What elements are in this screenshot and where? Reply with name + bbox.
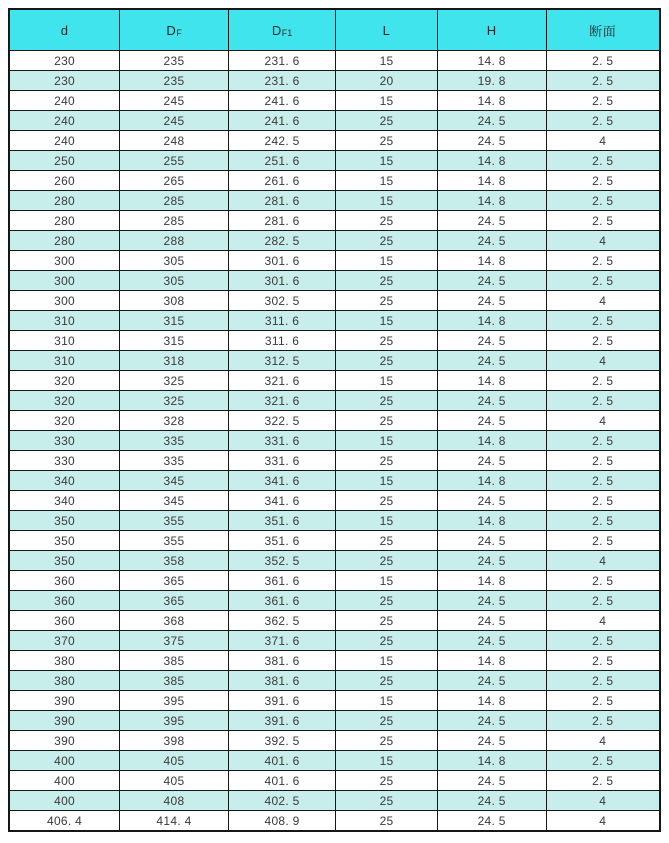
table-cell: 350	[9, 531, 120, 551]
table-cell: 2. 5	[546, 691, 660, 711]
table-cell: 15	[336, 51, 438, 71]
table-row	[9, 631, 660, 651]
table-cell: 231. 6	[228, 51, 335, 71]
table-row	[9, 811, 660, 832]
table-cell: 230	[9, 71, 120, 91]
table-cell: 305	[120, 251, 229, 271]
table-cell: 402. 5	[228, 791, 335, 811]
table-cell: 285	[120, 211, 229, 231]
table-cell: 305	[120, 271, 229, 291]
table-cell: 235	[120, 71, 229, 91]
table-cell: 360	[9, 591, 120, 611]
table-cell: 25	[336, 591, 438, 611]
table-cell: 335	[120, 431, 229, 451]
table-cell: 242. 5	[228, 131, 335, 151]
table-cell: 235	[120, 51, 229, 71]
table-cell: 25	[336, 631, 438, 651]
table-cell: 25	[336, 531, 438, 551]
table-cell: 2. 5	[546, 751, 660, 771]
table-cell: 2. 5	[546, 91, 660, 111]
table-cell: 24. 5	[437, 611, 546, 631]
table-cell: 24. 5	[437, 111, 546, 131]
table-row	[9, 791, 660, 811]
table-cell: 2. 5	[546, 71, 660, 91]
table-cell: 325	[120, 391, 229, 411]
table-cell: 261. 6	[228, 171, 335, 191]
table-cell: 251. 6	[228, 151, 335, 171]
table-cell: 391. 6	[228, 691, 335, 711]
table-cell: 245	[120, 111, 229, 131]
table-cell: 14. 8	[437, 691, 546, 711]
table-cell: 281. 6	[228, 211, 335, 231]
table-cell: 24. 5	[437, 731, 546, 751]
table-cell: 321. 6	[228, 371, 335, 391]
table-row	[9, 291, 660, 311]
table-cell: 288	[120, 231, 229, 251]
table-cell: 14. 8	[437, 571, 546, 591]
table-cell: 4	[546, 411, 660, 431]
table-cell: 4	[546, 351, 660, 371]
table-cell: 25	[336, 111, 438, 131]
table-cell: 24. 5	[437, 291, 546, 311]
table-row	[9, 471, 660, 491]
table-cell: 2. 5	[546, 571, 660, 591]
table-cell: 4	[546, 551, 660, 571]
table-cell: 311. 6	[228, 331, 335, 351]
table-cell: 19. 8	[437, 71, 546, 91]
table-cell: 2. 5	[546, 511, 660, 531]
table-cell: 408. 9	[228, 811, 335, 832]
table-cell: 301. 6	[228, 271, 335, 291]
table-cell: 302. 5	[228, 291, 335, 311]
table-cell: 280	[9, 231, 120, 251]
table-cell: 408	[120, 791, 229, 811]
table-cell: 2. 5	[546, 531, 660, 551]
table-cell: 25	[336, 551, 438, 571]
table-row	[9, 271, 660, 291]
table-cell: 25	[336, 711, 438, 731]
table-cell: 4	[546, 791, 660, 811]
table-row	[9, 411, 660, 431]
table-cell: 380	[9, 651, 120, 671]
table-cell: 24. 5	[437, 451, 546, 471]
table-cell: 15	[336, 691, 438, 711]
table-cell: 331. 6	[228, 451, 335, 471]
table-cell: 398	[120, 731, 229, 751]
column-header-df: $D_F$	[120, 9, 229, 51]
column-header-h: H	[437, 9, 546, 51]
table-cell: 371. 6	[228, 631, 335, 651]
table-cell: 330	[9, 431, 120, 451]
table-row	[9, 771, 660, 791]
table-cell: 24. 5	[437, 211, 546, 231]
table-cell: 320	[9, 391, 120, 411]
column-header-df1: $D_{F1}$	[228, 9, 335, 51]
table-cell: 385	[120, 651, 229, 671]
table-row	[9, 591, 660, 611]
table-cell: 352. 5	[228, 551, 335, 571]
table-cell: 345	[120, 471, 229, 491]
table-cell: 241. 6	[228, 111, 335, 131]
table-cell: 390	[9, 691, 120, 711]
table-cell: 355	[120, 511, 229, 531]
table-cell: 24. 5	[437, 391, 546, 411]
table-row	[9, 531, 660, 551]
table-cell: 385	[120, 671, 229, 691]
table-cell: 321. 6	[228, 391, 335, 411]
table-cell: 365	[120, 591, 229, 611]
table-cell: 25	[336, 351, 438, 371]
table-cell: 341. 6	[228, 471, 335, 491]
table-cell: 300	[9, 271, 120, 291]
table-cell: 25	[336, 451, 438, 471]
table-cell: 240	[9, 111, 120, 131]
table-cell: 24. 5	[437, 351, 546, 371]
table-row	[9, 491, 660, 511]
table-cell: 365	[120, 571, 229, 591]
table-cell: 285	[120, 191, 229, 211]
table-cell: 4	[546, 291, 660, 311]
table-cell: 368	[120, 611, 229, 631]
table-cell: 15	[336, 571, 438, 591]
table-cell: 318	[120, 351, 229, 371]
dimension-spec-table	[8, 8, 661, 832]
table-cell: 265	[120, 171, 229, 191]
table-cell: 390	[9, 711, 120, 731]
table-cell: 24. 5	[437, 551, 546, 571]
table-cell: 301. 6	[228, 251, 335, 271]
table-cell: 14. 8	[437, 51, 546, 71]
table-cell: 280	[9, 211, 120, 231]
table-cell: 405	[120, 771, 229, 791]
column-header-l: L	[336, 9, 438, 51]
table-cell: 395	[120, 711, 229, 731]
table-cell: 381. 6	[228, 651, 335, 671]
table-cell: 14. 8	[437, 91, 546, 111]
table-cell: 24. 5	[437, 531, 546, 551]
table-cell: 331. 6	[228, 431, 335, 451]
column-header-d: d	[9, 9, 120, 51]
table-row	[9, 731, 660, 751]
table-cell: 2. 5	[546, 111, 660, 131]
table-cell: 15	[336, 151, 438, 171]
table-cell: 2. 5	[546, 771, 660, 791]
table-cell: 361. 6	[228, 571, 335, 591]
table-cell: 400	[9, 751, 120, 771]
table-cell: 25	[336, 411, 438, 431]
table-cell: 320	[9, 371, 120, 391]
table-cell: 2. 5	[546, 431, 660, 451]
table-cell: 24. 5	[437, 591, 546, 611]
table-cell: 2. 5	[546, 311, 660, 331]
table-cell: 360	[9, 611, 120, 631]
table-cell: 308	[120, 291, 229, 311]
table-cell: 350	[9, 551, 120, 571]
table-cell: 350	[9, 511, 120, 531]
table-cell: 15	[336, 91, 438, 111]
table-cell: 341. 6	[228, 491, 335, 511]
table-cell: 2. 5	[546, 631, 660, 651]
table-cell: 15	[336, 651, 438, 671]
table-cell: 310	[9, 311, 120, 331]
table-row	[9, 391, 660, 411]
table-cell: 14. 8	[437, 751, 546, 771]
table-row	[9, 131, 660, 151]
table-cell: 2. 5	[546, 151, 660, 171]
table-row	[9, 231, 660, 251]
table-cell: 400	[9, 791, 120, 811]
table-cell: 400	[9, 771, 120, 791]
table-cell: 14. 8	[437, 431, 546, 451]
table-cell: 361. 6	[228, 591, 335, 611]
table-row	[9, 71, 660, 91]
table-cell: 358	[120, 551, 229, 571]
table-cell: 4	[546, 131, 660, 151]
table-row	[9, 351, 660, 371]
table-cell: 25	[336, 731, 438, 751]
table-cell: 391. 6	[228, 711, 335, 731]
table-cell: 14. 8	[437, 471, 546, 491]
table-cell: 14. 8	[437, 251, 546, 271]
table-cell: 15	[336, 511, 438, 531]
table-cell: 248	[120, 131, 229, 151]
table-cell: 4	[546, 811, 660, 832]
table-cell: 15	[336, 171, 438, 191]
table-cell: 24. 5	[437, 331, 546, 351]
table-cell: 24. 5	[437, 131, 546, 151]
table-cell: 282. 5	[228, 231, 335, 251]
table-cell: 240	[9, 91, 120, 111]
table-cell: 14. 8	[437, 511, 546, 531]
table-cell: 4	[546, 611, 660, 631]
table-cell: 25	[336, 491, 438, 511]
table-cell: 25	[336, 811, 438, 832]
table-cell: 310	[9, 351, 120, 371]
table-cell: 24. 5	[437, 271, 546, 291]
table-cell: 281. 6	[228, 191, 335, 211]
table-cell: 395	[120, 691, 229, 711]
table-cell: 381. 6	[228, 671, 335, 691]
table-cell: 2. 5	[546, 591, 660, 611]
table-row	[9, 431, 660, 451]
table-cell: 25	[336, 331, 438, 351]
table-cell: 401. 6	[228, 771, 335, 791]
table-cell: 375	[120, 631, 229, 651]
table-cell: 24. 5	[437, 411, 546, 431]
table-cell: 2. 5	[546, 491, 660, 511]
table-row	[9, 331, 660, 351]
table-row	[9, 691, 660, 711]
table-cell: 24. 5	[437, 631, 546, 651]
table-cell: 250	[9, 151, 120, 171]
table-row	[9, 451, 660, 471]
table-row	[9, 171, 660, 191]
table-row	[9, 251, 660, 271]
table-row	[9, 371, 660, 391]
table-cell: 25	[336, 131, 438, 151]
table-cell: 15	[336, 751, 438, 771]
table-cell: 15	[336, 471, 438, 491]
table-cell: 25	[336, 611, 438, 631]
table-cell: 255	[120, 151, 229, 171]
table-cell: 14. 8	[437, 651, 546, 671]
table-cell: 330	[9, 451, 120, 471]
table-row	[9, 751, 660, 771]
table-cell: 14. 8	[437, 171, 546, 191]
table-cell: 25	[336, 791, 438, 811]
table-cell: 25	[336, 771, 438, 791]
table-cell: 2. 5	[546, 331, 660, 351]
table-cell: 322. 5	[228, 411, 335, 431]
table-cell: 2. 5	[546, 391, 660, 411]
table-cell: 15	[336, 251, 438, 271]
table-cell: 405	[120, 751, 229, 771]
table-cell: 25	[336, 211, 438, 231]
table-cell: 245	[120, 91, 229, 111]
table-row	[9, 611, 660, 631]
table-cell: 230	[9, 51, 120, 71]
table-cell: 240	[9, 131, 120, 151]
table-cell: 315	[120, 311, 229, 331]
table-cell: 340	[9, 471, 120, 491]
table-cell: 14. 8	[437, 191, 546, 211]
table-cell: 345	[120, 491, 229, 511]
table-cell: 340	[9, 491, 120, 511]
table-cell: 320	[9, 411, 120, 431]
table-cell: 14. 8	[437, 371, 546, 391]
table-cell: 390	[9, 731, 120, 751]
table-cell: 392. 5	[228, 731, 335, 751]
table-cell: 2. 5	[546, 711, 660, 731]
table-cell: 310	[9, 331, 120, 351]
table-cell: 25	[336, 231, 438, 251]
table-cell: 2. 5	[546, 651, 660, 671]
table-cell: 311. 6	[228, 311, 335, 331]
table-cell: 15	[336, 371, 438, 391]
table-row	[9, 571, 660, 591]
table-cell: 2. 5	[546, 251, 660, 271]
table-row	[9, 651, 660, 671]
table-row	[9, 91, 660, 111]
table-cell: 2. 5	[546, 191, 660, 211]
table-cell: 360	[9, 571, 120, 591]
table-cell: 351. 6	[228, 531, 335, 551]
table-row	[9, 211, 660, 231]
table-cell: 25	[336, 291, 438, 311]
table-cell: 14. 8	[437, 151, 546, 171]
table-row	[9, 551, 660, 571]
table-cell: 315	[120, 331, 229, 351]
table-cell: 2. 5	[546, 211, 660, 231]
table-row	[9, 511, 660, 531]
table-row	[9, 711, 660, 731]
table-cell: 2. 5	[546, 51, 660, 71]
table-cell: 20	[336, 71, 438, 91]
table-cell: 300	[9, 291, 120, 311]
table-row	[9, 671, 660, 691]
table-row	[9, 191, 660, 211]
table-cell: 335	[120, 451, 229, 471]
table-cell: 2. 5	[546, 471, 660, 491]
table-cell: 2. 5	[546, 271, 660, 291]
table-cell: 4	[546, 731, 660, 751]
table-cell: 231. 6	[228, 71, 335, 91]
table-row	[9, 151, 660, 171]
table-cell: 325	[120, 371, 229, 391]
table-cell: 355	[120, 531, 229, 551]
table-cell: 24. 5	[437, 491, 546, 511]
table-cell: 300	[9, 251, 120, 271]
table-cell: 351. 6	[228, 511, 335, 531]
table-header-row	[9, 9, 660, 51]
table-cell: 24. 5	[437, 671, 546, 691]
table-cell: 25	[336, 271, 438, 291]
table-cell: 14. 8	[437, 311, 546, 331]
table-cell: 370	[9, 631, 120, 651]
table-row	[9, 311, 660, 331]
table-cell: 15	[336, 311, 438, 331]
table-cell: 312. 5	[228, 351, 335, 371]
table-cell: 15	[336, 191, 438, 211]
table-cell: 406. 4	[9, 811, 120, 832]
table-cell: 25	[336, 391, 438, 411]
table-cell: 15	[336, 431, 438, 451]
table-row	[9, 111, 660, 131]
table-cell: 260	[9, 171, 120, 191]
table-cell: 25	[336, 671, 438, 691]
table-cell: 24. 5	[437, 811, 546, 832]
table-cell: 24. 5	[437, 711, 546, 731]
table-cell: 4	[546, 231, 660, 251]
table-cell: 380	[9, 671, 120, 691]
table-cell: 401. 6	[228, 751, 335, 771]
table-row	[9, 51, 660, 71]
table-cell: 414. 4	[120, 811, 229, 832]
table-cell: 362. 5	[228, 611, 335, 631]
table-cell: 24. 5	[437, 791, 546, 811]
table-cell: 280	[9, 191, 120, 211]
table-cell: 2. 5	[546, 671, 660, 691]
table-cell: 2. 5	[546, 171, 660, 191]
table-cell: 24. 5	[437, 771, 546, 791]
table-body	[9, 51, 660, 832]
table-cell: 24. 5	[437, 231, 546, 251]
table-cell: 328	[120, 411, 229, 431]
table-cell: 241. 6	[228, 91, 335, 111]
table-cell: 2. 5	[546, 451, 660, 471]
table-cell: 2. 5	[546, 371, 660, 391]
column-header-section: 断面	[546, 9, 660, 51]
